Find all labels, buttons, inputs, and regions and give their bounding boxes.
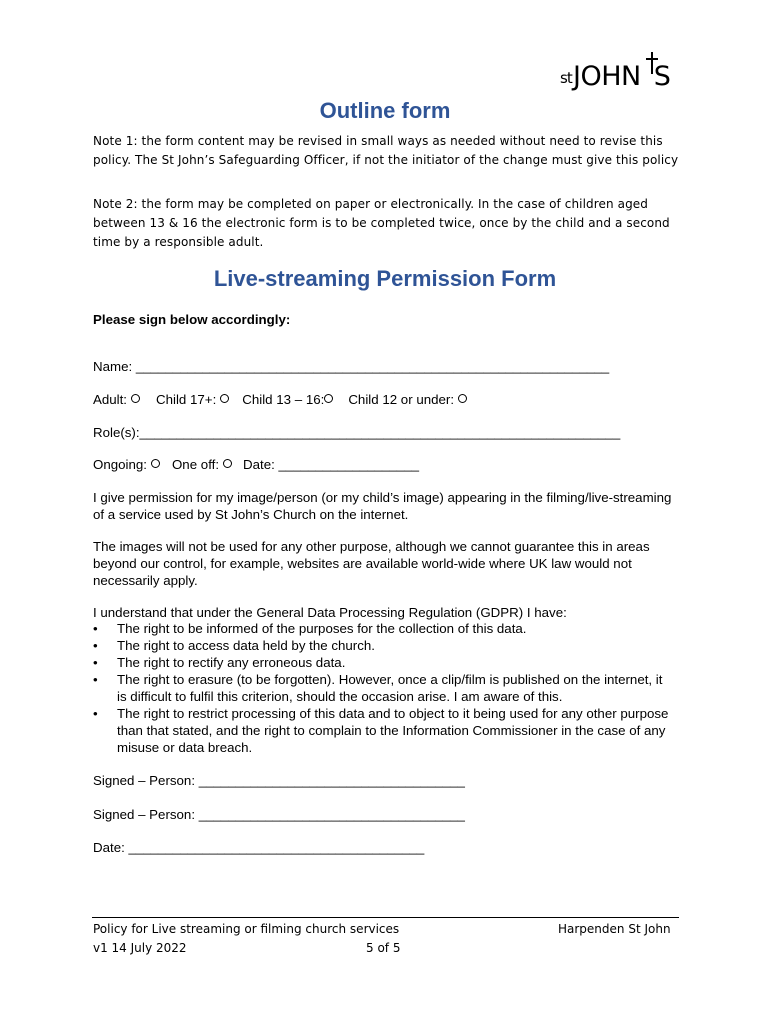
bullet-icon: • <box>93 655 98 670</box>
instruction: Please sign below accordingly: <box>93 312 291 327</box>
name-field[interactable]: Name: ________________________________________________________________ <box>93 359 610 374</box>
radio-child-13-16[interactable] <box>324 394 333 403</box>
images-statement: The images will not be used for any other purpose, although we cannot guarantee this in areas beyond our control, for example, websites are available world-wide where UK law would not necessarily apply. <box>93 539 650 588</box>
st-johns-logo <box>560 52 675 98</box>
list-item: • The right to restrict processing of this data and to object to it being used for any other purpose than that stated, and the right to complain to the Information Commissioner in the case of any misuse or data breach. <box>93 706 669 755</box>
list-item: • The right to rectify any erroneous data. <box>93 655 346 670</box>
age-options <box>93 391 467 408</box>
radio-adult[interactable] <box>131 394 140 403</box>
signed-person-1[interactable]: Signed – Person: ____________________________________ <box>93 773 465 788</box>
form-title: Live-streaming Permission Form <box>213 266 557 291</box>
list-item: • The right to access data held by the church. <box>93 638 375 653</box>
outline-form-title: Outline form <box>319 98 451 123</box>
option-child-17-plus[interactable]: Child 17+: <box>156 392 229 407</box>
bullet-icon: • <box>93 621 98 636</box>
note-2: Note 2: the form may be completed on paper or electronically. In the case of children aged between 13 & 16 the electronic form is to be completed twice, once by the child and a second time by a responsible adult. <box>93 197 670 249</box>
footer-version: v1 14 July 2022 <box>93 941 187 955</box>
radio-one-off[interactable] <box>223 459 232 468</box>
roles-field[interactable]: Role(s):_________________________________________________________________ <box>93 425 621 440</box>
option-child-12-under[interactable]: Child 12 or under: <box>348 392 467 407</box>
footer-policy: Policy for Live streaming or filming church services <box>93 922 400 936</box>
logo-st: st <box>560 69 572 87</box>
option-child-13-16[interactable]: Child 13 – 16: <box>242 392 333 407</box>
signed-person-2[interactable]: Signed – Person: ____________________________________ <box>93 807 465 822</box>
list-item: • The right to be informed of the purposes for the collection of this data. <box>93 621 527 636</box>
bullet-icon: • <box>93 672 98 687</box>
frequency-row <box>93 456 419 473</box>
permission-statement: I give permission for my image/person (or my child’s image) appearing in the filming/live-streaming of a service used by St John’s Church on the internet. <box>93 490 672 522</box>
footer-org: Harpenden St John <box>558 922 671 936</box>
list-item: • The right to erasure (to be forgotten). However, once a clip/film is published on the internet, it is difficult to fulfil this criterion, should the occasion arise. I am aware of this. <box>93 672 663 704</box>
date-field[interactable]: Date: ________________________________________ <box>93 840 425 855</box>
gdpr-rights-list <box>93 620 673 756</box>
bullet-icon: • <box>93 706 98 721</box>
gdpr-intro: I understand that under the General Data Processing Regulation (GDPR) I have: <box>93 605 567 620</box>
logo-name: JOHN S <box>573 61 671 92</box>
radio-ongoing[interactable] <box>151 459 160 468</box>
note-1: Note 1: the form content may be revised in small ways as needed without need to revise this policy. The St John’s Safeguarding Officer, if not the initiator of the change must give this policy <box>93 134 679 167</box>
bullet-icon: • <box>93 638 98 653</box>
footer-page-number: 5 of 5 <box>366 941 401 955</box>
cross-icon <box>651 52 653 74</box>
radio-child-17-plus[interactable] <box>220 394 229 403</box>
option-adult[interactable]: Adult: <box>93 392 140 407</box>
option-ongoing[interactable]: Ongoing: <box>93 457 160 472</box>
date-short-field[interactable]: Date: ___________________ <box>243 457 420 472</box>
option-one-off[interactable]: One off: <box>172 457 232 472</box>
footer-divider <box>92 917 679 918</box>
radio-child-12-under[interactable] <box>458 394 467 403</box>
cross-icon-bar <box>646 58 658 60</box>
